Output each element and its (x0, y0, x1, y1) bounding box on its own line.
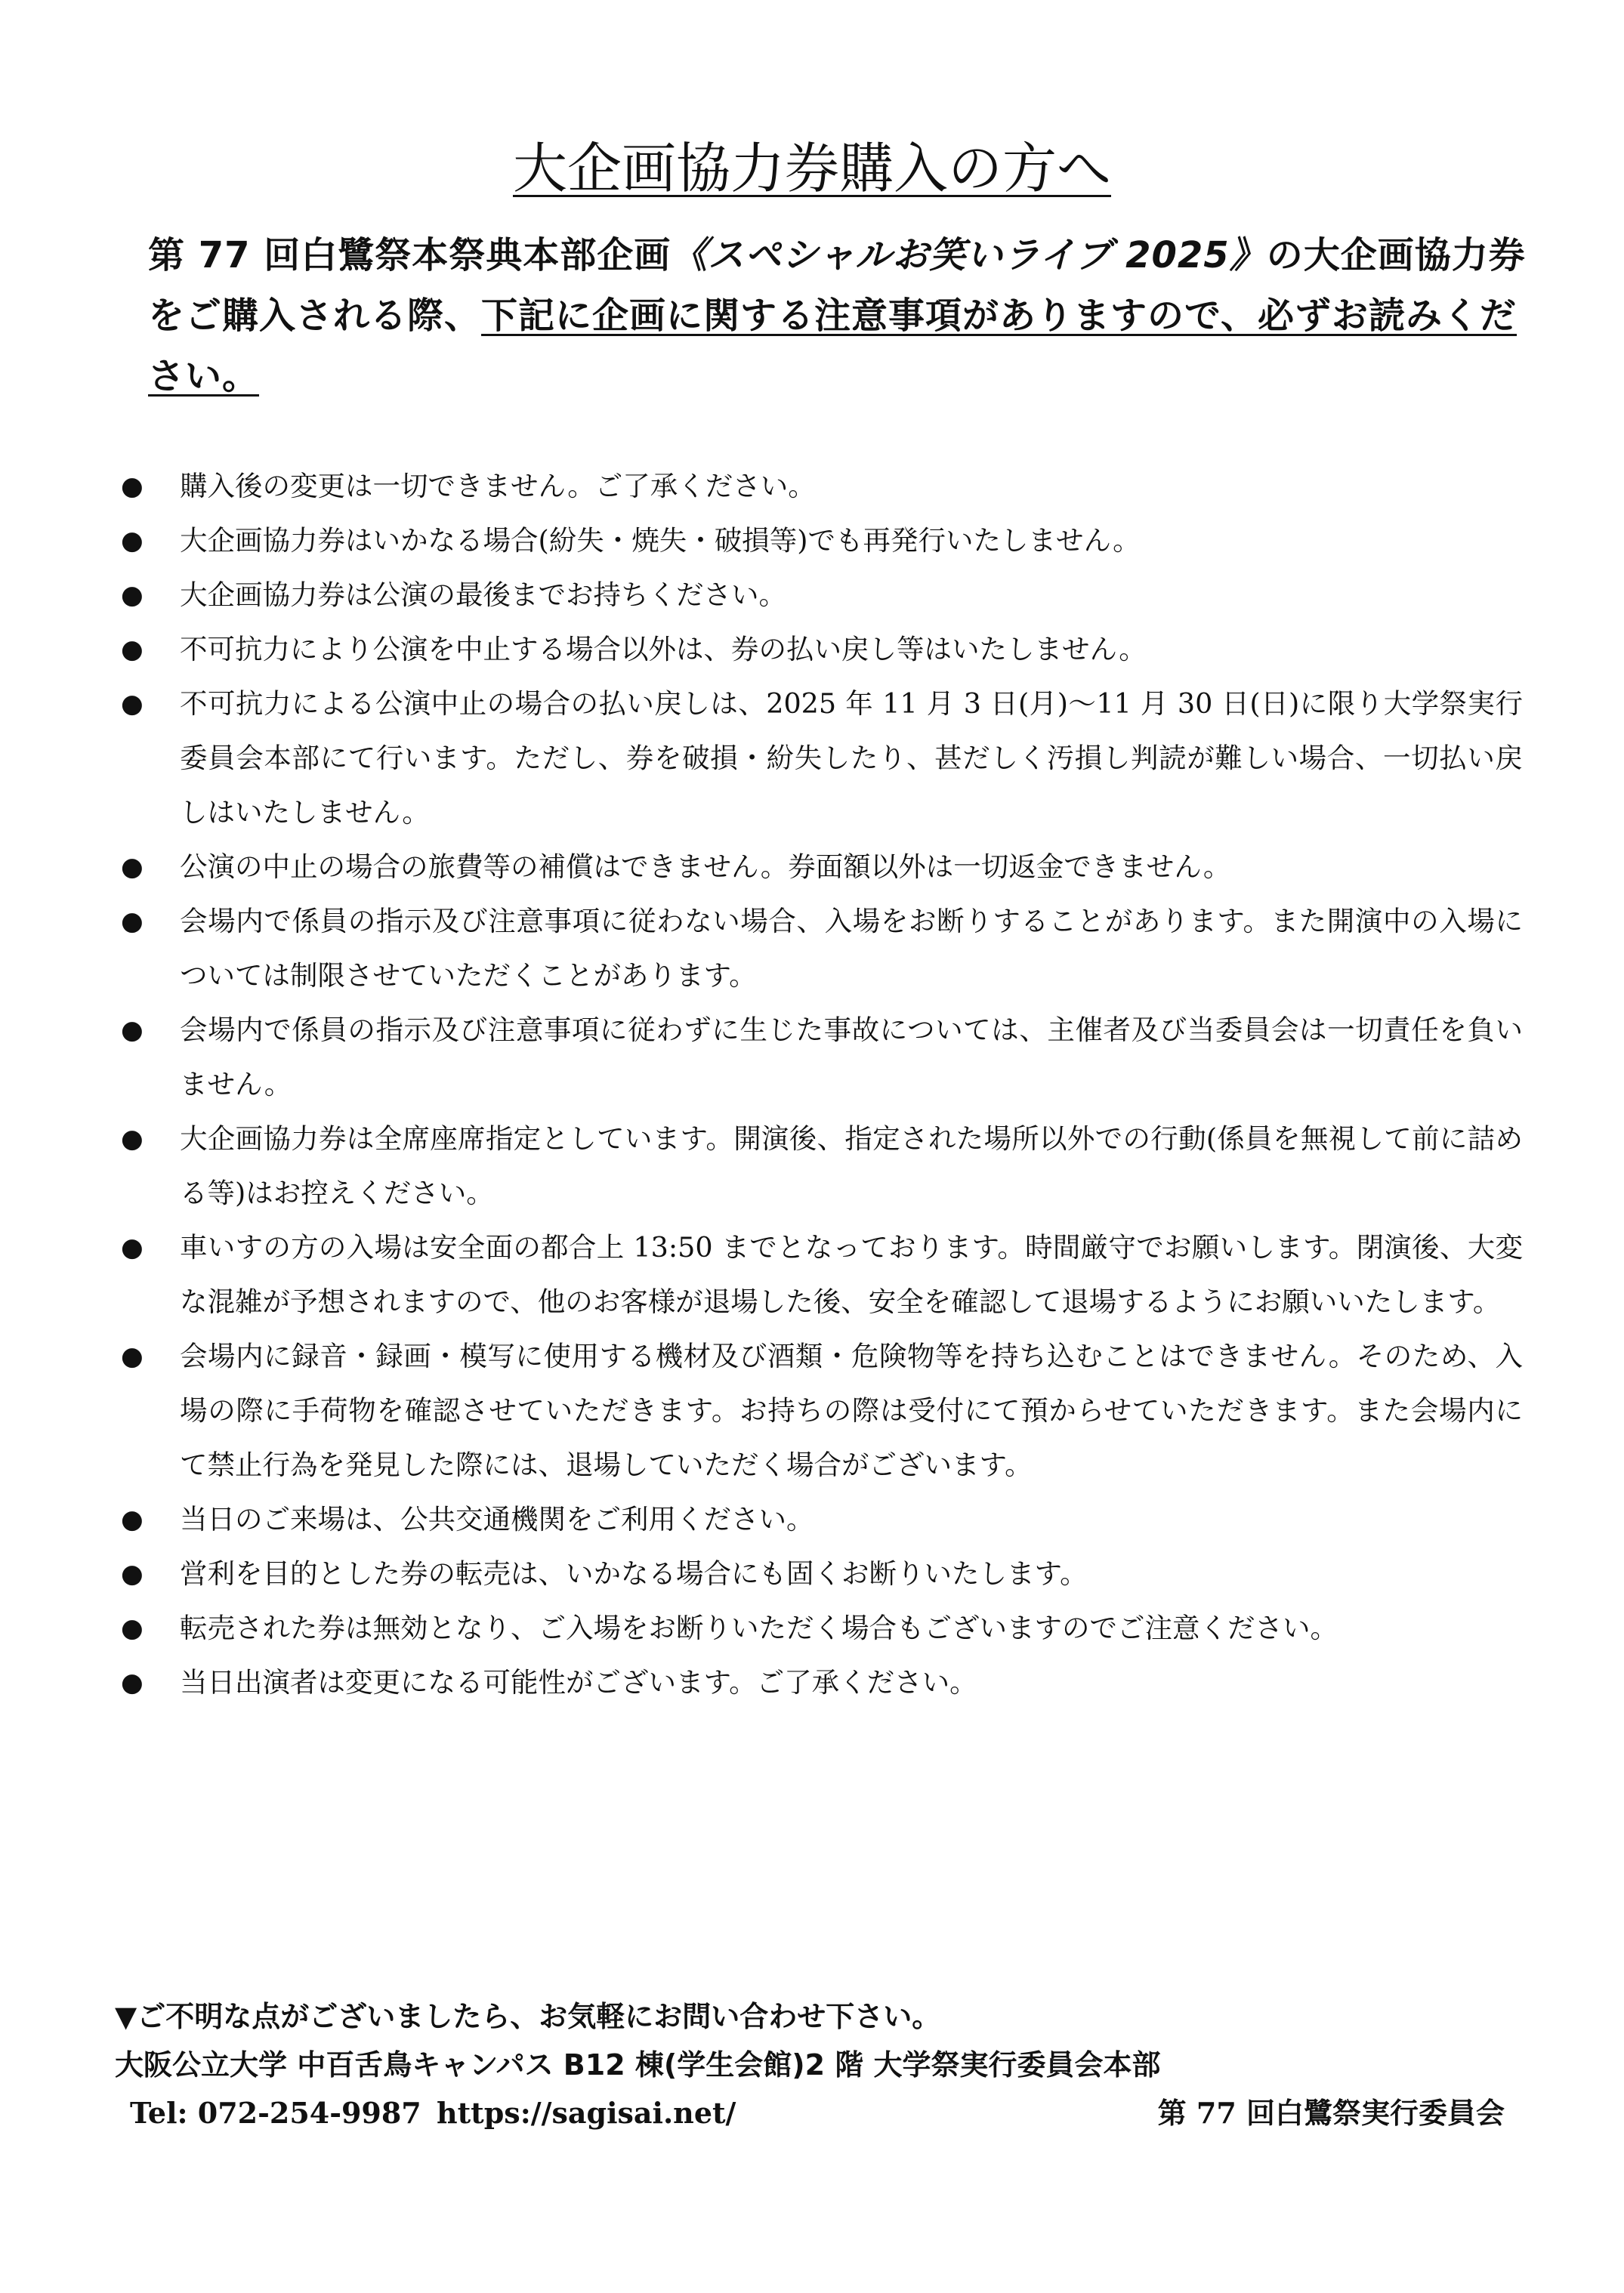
notice-item (118, 1329, 1523, 1492)
bullet-icon: ● (121, 1668, 144, 1698)
notice-text: 大企画協力券はいかなる場合(紛失・焼失・破損等)でも再発行いたしません。 (180, 524, 1141, 557)
bullet-icon: ● (121, 580, 144, 610)
intro-middle: の大企画協力券をご購入される際、 (148, 234, 1526, 337)
notice-text: 大企画協力券は公演の最後までお持ちください。 (180, 579, 786, 611)
notice-item (118, 677, 1523, 840)
notice-text: 当日出演者は変更になる可能性がございます。ご了承ください。 (180, 1666, 977, 1699)
notice-text: 営利を目的とした券の転売は、いかなる場合にも固くお断りいたします。 (180, 1557, 1088, 1590)
bullet-icon: ● (121, 1341, 144, 1372)
notice-item (118, 622, 1523, 677)
bullet-icon: ● (121, 471, 144, 501)
intro-lead: 第 77 回白鷺祭本祭典本部企画 (148, 234, 672, 276)
title-text: 大企画協力券購入の方へ (512, 137, 1111, 200)
committee-name: 第 77 回白鷺祭実行委員会 (1157, 2096, 1505, 2130)
notice-text: 公演の中止の場合の旅費等の補償はできません。券面額以外は一切返金できません。 (180, 850, 1231, 883)
contact-block (115, 1992, 1535, 2137)
bullet-icon: ● (121, 852, 144, 882)
notice-item (118, 514, 1523, 568)
bullet-icon: ● (121, 526, 144, 556)
notice-item (118, 459, 1523, 514)
intro-underlined-warning: 下記に企画に関する注意事項がありますので、必ずお読みください。 (148, 295, 1517, 397)
notice-text: 不可抗力による公演中止の場合の払い戻しは、2025 年 11 月 3 日(月)〜11 月 30 日(日)に限り大学祭実行委員会本部にて行います。ただし、券を破損・紛失したり、甚だしく汚損し判読が難しい場合、一切払い戻しはいたしません。 (180, 687, 1523, 829)
bullet-icon: ● (121, 1233, 144, 1263)
notice-text: 購入後の変更は一切できません。ご了承ください。 (180, 470, 816, 502)
notice-item (118, 840, 1523, 894)
notice-item (118, 568, 1523, 622)
notice-text: 会場内に録音・録画・模写に使用する機材及び酒類・危険物等を持ち込むことはできません。そのため、入場の際に手荷物を確認させていただきます。お持ちの際は受付にて預からせていただきます。また会場内にて禁止行為を発見した際には、退場していただく場合がございます。 (180, 1340, 1523, 1481)
inquiry-line: ▼ご不明な点がございましたら、お気軽にお問い合わせ下さい。 (115, 2000, 941, 2033)
notice-text: 会場内で係員の指示及び注意事項に従わずに生じた事故については、主催者及び当委員会は一切責任を負いません。 (180, 1014, 1523, 1100)
bullet-icon: ● (121, 1504, 144, 1535)
notice-text: 当日のご来場は、公共交通機関をご利用ください。 (180, 1503, 814, 1535)
notice-text: 大企画協力券は全席座席指定としています。開演後、指定された場所以外での行動(係員を無視して前に詰める等)はお控えください。 (180, 1122, 1523, 1209)
bullet-icon: ● (121, 689, 144, 719)
phone-number: Tel: 072-254-9987 (130, 2096, 421, 2130)
bullet-icon: ● (121, 634, 144, 665)
contact-footer-line (115, 2089, 1535, 2137)
notice-item (118, 1547, 1523, 1601)
document-title (0, 134, 1624, 202)
website-url: https://sagisai.net/ (437, 2096, 736, 2130)
notice-item (118, 1003, 1523, 1112)
notice-item (118, 1601, 1523, 1656)
notice-item (118, 1492, 1523, 1547)
notice-text: 会場内で係員の指示及び注意事項に従わない場合、入場をお断りすることがあります。また開演中の入場については制限させていただくことがあります。 (180, 905, 1523, 992)
bullet-icon: ● (121, 906, 144, 937)
bullet-icon: ● (121, 1124, 144, 1154)
notice-item (118, 1656, 1523, 1710)
notice-item (118, 1112, 1523, 1221)
bullet-icon: ● (121, 1559, 144, 1589)
event-name: 《スペシャルお笑いライブ 2025》 (671, 234, 1267, 276)
notice-text: 転売された券は無効となり、ご入場をお断りいただく場合もございますのでご注意ください。 (180, 1612, 1338, 1644)
notice-text: 車いすの方の入場は安全面の都合上 13:50 までとなっております。時間厳守でお願いします。閉演後、大変な混雑が予想されますので、他のお客様が退場した後、安全を確認して退場するようにお願いいたします。 (180, 1231, 1523, 1318)
bullet-icon: ● (121, 1613, 144, 1643)
address-line: 大阪公立大学 中百舌鳥キャンパス B12 棟(学生会館)2 階 大学祭実行委員会本部 (115, 2048, 1161, 2082)
notice-item (118, 894, 1523, 1003)
bullet-icon: ● (121, 1015, 144, 1045)
notice-list (118, 459, 1523, 1710)
notice-text: 不可抗力により公演を中止する場合以外は、券の払い戻し等はいたしません。 (180, 633, 1147, 665)
intro-paragraph (148, 225, 1530, 406)
notice-item (118, 1221, 1523, 1329)
